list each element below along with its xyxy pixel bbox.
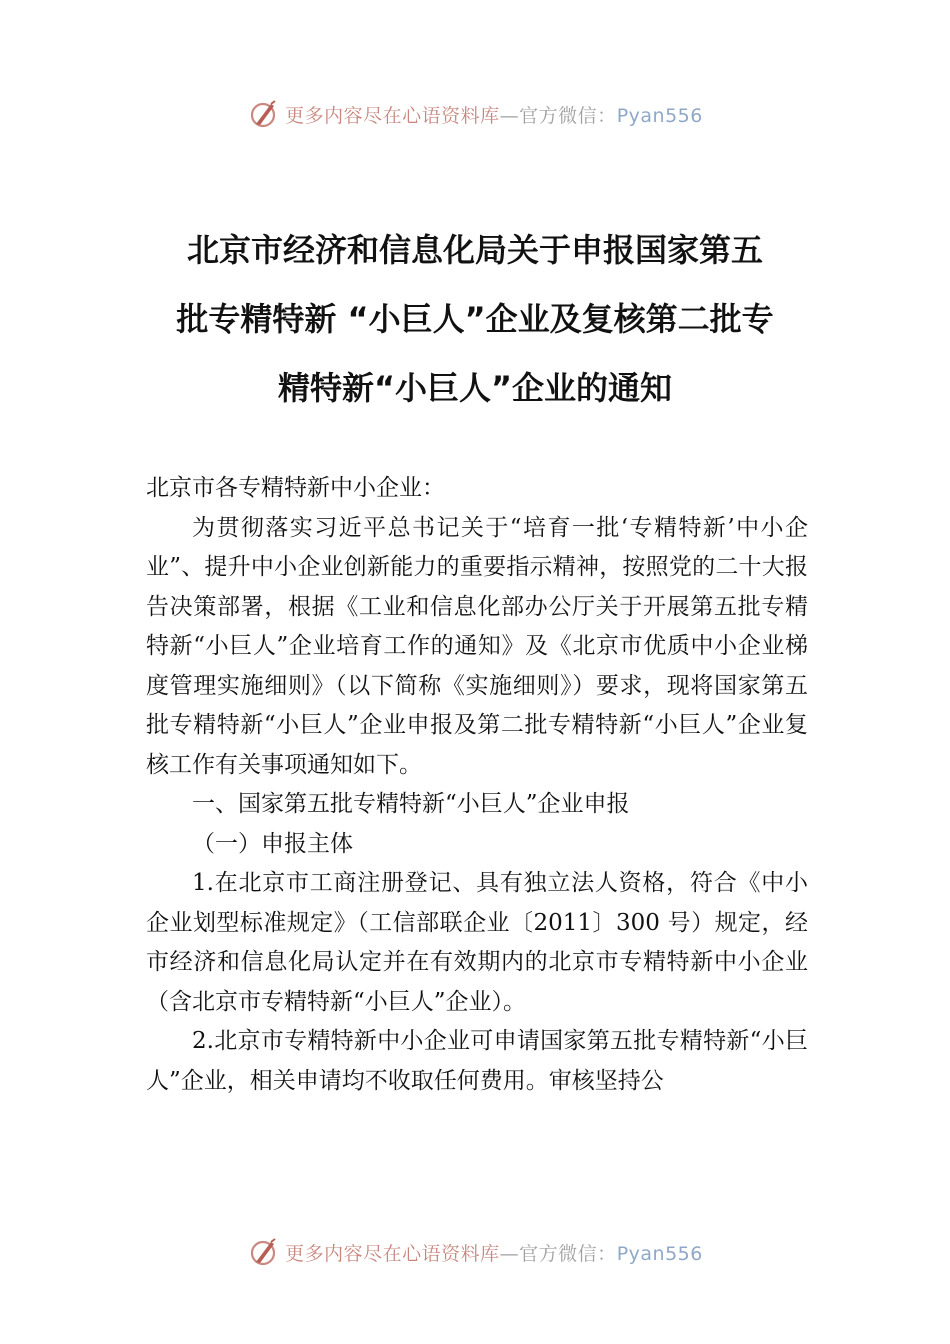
title-line: 北京市经济和信息化局关于申报国家第五	[186, 231, 763, 269]
section-heading: 一、国家第五批专精特新“小巨人”企业申报	[192, 791, 630, 817]
paragraph-intro: 为贯彻落实习近平总书记关于“培育一批‘专精特新’中小企业”、提升中小企业创新能力的重要指示精神，按照党的二十大报告决策部署，根据《工业和信息化部办公厅关于开展第五批专精特新“小巨人”企业培育工作的通知》及《北京市优质中小企业梯度管理实施细则》（以下简称《实施细则》）要求，现将国家第五批专精特新“小巨人”企业申报及第二批专精特新“小巨人”企业复核工作有关事项通知如下。	[146, 514, 808, 778]
watermark-footer	[0, 1232, 950, 1272]
paragraph-item-1: 1.在北京市工商注册登记、具有独立法人资格，符合《中小企业划型标准规定》（工信部联企业〔2011〕300 号）规定，经市经济和信息化局认定并在有效期内的北京市专精特新中小企业（含北京市专精特新“小巨人”企业）。	[146, 870, 808, 1015]
title-line: 批专精特新 “小巨人”企业及复核第二批专	[176, 300, 774, 338]
watermark-header	[0, 94, 950, 134]
paragraph-item-2: 2.北京市专精特新中小企业可申请国家第五批专精特新“小巨人”企业，相关申请均不收取任何费用。审核坚持公	[146, 1028, 808, 1094]
salutation: 北京市各专精特新中小企业：	[146, 475, 445, 501]
document-title	[140, 216, 810, 423]
quill-pen-logo-icon	[247, 98, 279, 130]
subsection-heading: （一）申报主体	[192, 830, 353, 857]
watermark-text: 更多内容尽在心语资料库—官方微信：Pyan556	[285, 104, 703, 127]
title-line: 精特新“小巨人”企业的通知	[277, 369, 673, 407]
document-body	[146, 469, 808, 1101]
quill-pen-logo-icon	[247, 1236, 279, 1268]
watermark-text: 更多内容尽在心语资料库—官方微信：Pyan556	[285, 1242, 703, 1265]
